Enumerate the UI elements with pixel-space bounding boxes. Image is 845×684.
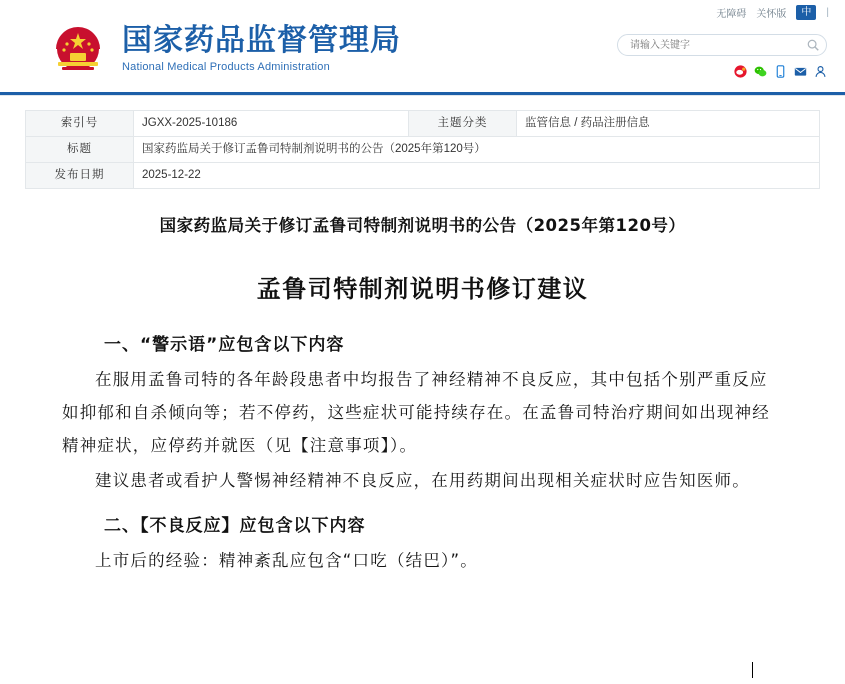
top-utility-bar xyxy=(0,0,845,20)
language-separator: | xyxy=(826,6,829,18)
accessibility-link[interactable]: 无障碍 xyxy=(716,8,747,20)
search-icon[interactable] xyxy=(806,38,820,52)
social-icon-row xyxy=(617,65,827,78)
text-cursor xyxy=(752,662,753,678)
header-right-tools xyxy=(617,34,827,78)
weibo-icon[interactable] xyxy=(734,65,747,78)
document-meta-table xyxy=(25,110,820,189)
meta-value-category: 监管信息 / 药品注册信息 xyxy=(517,111,820,137)
mobile-icon[interactable] xyxy=(774,65,787,78)
meta-value-index: JGXX-2025-10186 xyxy=(134,111,409,137)
search-input[interactable] xyxy=(628,39,806,52)
language-switch-button[interactable]: 中 xyxy=(796,5,816,20)
section-1-paragraph-1: 在服用孟鲁司特的各年龄段患者中均报告了神经精神不良反应，其中包括个别严重反应如抑郁和自杀倾向等；若不停药，这些症状可能持续存在。在孟鲁司特治疗期间如出现神经精神症状，应停药并就医（见【注意事项】）。 xyxy=(62,370,770,455)
meta-value-title: 国家药监局关于修订孟鲁司特制剂说明书的公告（2025年第120号） xyxy=(134,137,820,163)
section-1-paragraph-2: 建议患者或看护人警惕神经精神不良反应，在用药期间出现相关症状时应告知医师。 xyxy=(95,471,750,490)
section-heading-2: 二、【不良反应】应包含以下内容 xyxy=(104,516,366,536)
user-icon[interactable] xyxy=(814,65,827,78)
table-row xyxy=(26,137,820,163)
site-title-block xyxy=(122,24,401,73)
table-row xyxy=(26,163,820,189)
mail-icon[interactable] xyxy=(794,65,807,78)
section-heading-1: 一、“警示语”应包含以下内容 xyxy=(104,335,345,355)
org-name-cn: 国家药品监督管理局 xyxy=(122,23,401,58)
meta-label-title: 标题 xyxy=(26,137,134,163)
meta-label-category: 主题分类 xyxy=(409,111,517,137)
org-name-en: National Medical Products Administration xyxy=(122,61,330,73)
care-version-link[interactable]: 关怀版 xyxy=(756,8,787,20)
national-emblem-icon xyxy=(48,22,108,82)
meta-label-publish-date: 发布日期 xyxy=(26,163,134,189)
announcement-heading: 国家药监局关于修订孟鲁司特制剂说明书的公告（2025年第120号） xyxy=(159,216,686,235)
page-title: 孟鲁司特制剂说明书修订建议 xyxy=(256,275,589,303)
meta-value-publish-date: 2025-12-22 xyxy=(134,163,820,189)
wechat-icon[interactable] xyxy=(754,65,767,78)
site-header xyxy=(0,20,845,92)
search-box[interactable] xyxy=(617,34,827,56)
meta-label-index: 索引号 xyxy=(26,111,134,137)
document-meta-section xyxy=(0,96,845,189)
document-body xyxy=(0,189,845,577)
table-row xyxy=(26,111,820,137)
section-2-paragraph-1: 上市后的经验：精神紊乱应包含“口吃（结巴）”。 xyxy=(95,551,478,570)
